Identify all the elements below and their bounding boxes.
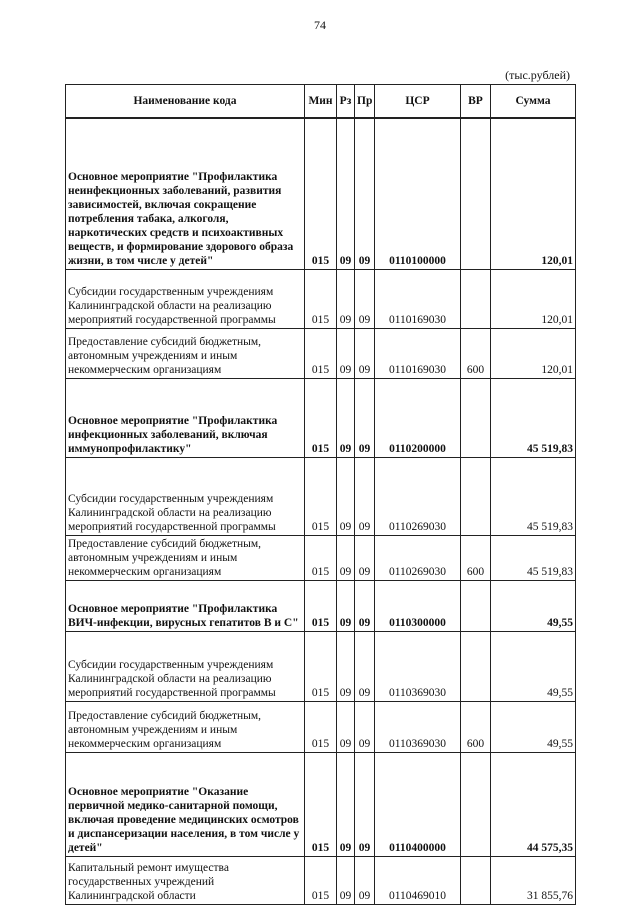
table-row [66,457,576,535]
cell-vr [461,378,491,457]
header-pr: Пр [355,85,375,119]
cell-pr: 09 [355,269,375,328]
cell-sum: 31 855,76 [491,856,576,904]
cell-name: Предоставление субсидий бюджетным, автономным учреждениям и иным некоммерческим организациям [66,535,305,580]
cell-csr: 0110469010 [375,856,461,904]
cell-vr [461,752,491,856]
cell-min: 015 [305,580,337,631]
cell-vr [461,856,491,904]
cell-csr: 0110169030 [375,269,461,328]
cell-sum: 120,01 [491,269,576,328]
cell-pr: 09 [355,631,375,701]
cell-csr: 0110169030 [375,328,461,378]
cell-min: 015 [305,701,337,752]
cell-sum: 49,55 [491,580,576,631]
table-row [66,701,576,752]
header-sum: Сумма [491,85,576,119]
cell-sum: 44 575,35 [491,752,576,856]
cell-vr [461,580,491,631]
cell-rz: 09 [337,856,355,904]
cell-name: Предоставление субсидий бюджетным, автономным учреждениям и иным некоммерческим организациям [66,328,305,378]
cell-name: Субсидии государственным учреждениям Калининградской области на реализацию мероприятий государственной программы [66,457,305,535]
cell-pr: 09 [355,580,375,631]
cell-name: Основное мероприятие "Профилактика ВИЧ-инфекции, вирусных гепатитов В и С" [66,580,305,631]
units-label: (тыс.рублей) [505,68,570,82]
cell-min: 015 [305,269,337,328]
cell-sum: 49,55 [491,701,576,752]
cell-rz: 09 [337,457,355,535]
cell-min: 015 [305,535,337,580]
table-row [66,535,576,580]
budget-table [65,84,576,905]
cell-csr: 0110369030 [375,631,461,701]
cell-sum: 45 519,83 [491,457,576,535]
header-rz: Рз [337,85,355,119]
cell-vr [461,631,491,701]
cell-rz: 09 [337,580,355,631]
cell-name: Капитальный ремонт имущества государственных учреждений Калининградской области [66,856,305,904]
cell-csr: 0110300000 [375,580,461,631]
cell-sum: 120,01 [491,328,576,378]
header-name: Наименование кода [66,85,305,119]
cell-min: 015 [305,378,337,457]
cell-csr: 0110369030 [375,701,461,752]
cell-pr: 09 [355,118,375,269]
table-row [66,752,576,856]
header-min: Мин [305,85,337,119]
table-row [66,118,576,269]
cell-csr: 0110400000 [375,752,461,856]
cell-sum: 49,55 [491,631,576,701]
cell-min: 015 [305,457,337,535]
cell-name: Основное мероприятие "Оказание первичной медико-санитарной помощи, включая проведение медицинских осмотров и диспансеризации населения, в том числе у детей" [66,752,305,856]
cell-vr [461,269,491,328]
cell-rz: 09 [337,118,355,269]
header-csr: ЦСР [375,85,461,119]
cell-min: 015 [305,856,337,904]
cell-name: Основное мероприятие "Профилактика неинфекционных заболеваний, развития зависимостей, включая сокращение потребления табака, алкоголя, наркотических средств и психоактивных веществ, и формирование здорового образа жизни, в том числе у детей" [66,118,305,269]
cell-name: Основное мероприятие "Профилактика инфекционных заболеваний, включая иммунопрофилактику" [66,378,305,457]
cell-rz: 09 [337,631,355,701]
cell-sum: 45 519,83 [491,535,576,580]
table-row [66,328,576,378]
cell-pr: 09 [355,856,375,904]
page-number: 74 [314,18,326,32]
cell-name: Субсидии государственным учреждениям Калининградской области на реализацию мероприятий государственной программы [66,631,305,701]
cell-min: 015 [305,328,337,378]
cell-pr: 09 [355,457,375,535]
cell-csr: 0110269030 [375,535,461,580]
cell-rz: 09 [337,752,355,856]
table-header-row [66,85,576,119]
cell-rz: 09 [337,701,355,752]
cell-vr [461,118,491,269]
cell-min: 015 [305,631,337,701]
header-vr: ВР [461,85,491,119]
cell-csr: 0110200000 [375,378,461,457]
cell-pr: 09 [355,701,375,752]
cell-vr: 600 [461,535,491,580]
cell-vr: 600 [461,701,491,752]
cell-vr: 600 [461,328,491,378]
cell-min: 015 [305,752,337,856]
table-row [66,269,576,328]
cell-pr: 09 [355,328,375,378]
cell-rz: 09 [337,535,355,580]
table-row [66,631,576,701]
cell-pr: 09 [355,535,375,580]
table-row [66,856,576,904]
cell-vr [461,457,491,535]
cell-min: 015 [305,118,337,269]
cell-pr: 09 [355,378,375,457]
cell-rz: 09 [337,328,355,378]
cell-sum: 45 519,83 [491,378,576,457]
cell-rz: 09 [337,378,355,457]
cell-csr: 0110269030 [375,457,461,535]
table-row [66,580,576,631]
cell-name: Предоставление субсидий бюджетным, автономным учреждениям и иным некоммерческим организациям [66,701,305,752]
table-body [66,118,576,904]
cell-csr: 0110100000 [375,118,461,269]
table-row [66,378,576,457]
cell-rz: 09 [337,269,355,328]
cell-name: Субсидии государственным учреждениям Калининградской области на реализацию мероприятий государственной программы [66,269,305,328]
cell-pr: 09 [355,752,375,856]
cell-sum: 120,01 [491,118,576,269]
